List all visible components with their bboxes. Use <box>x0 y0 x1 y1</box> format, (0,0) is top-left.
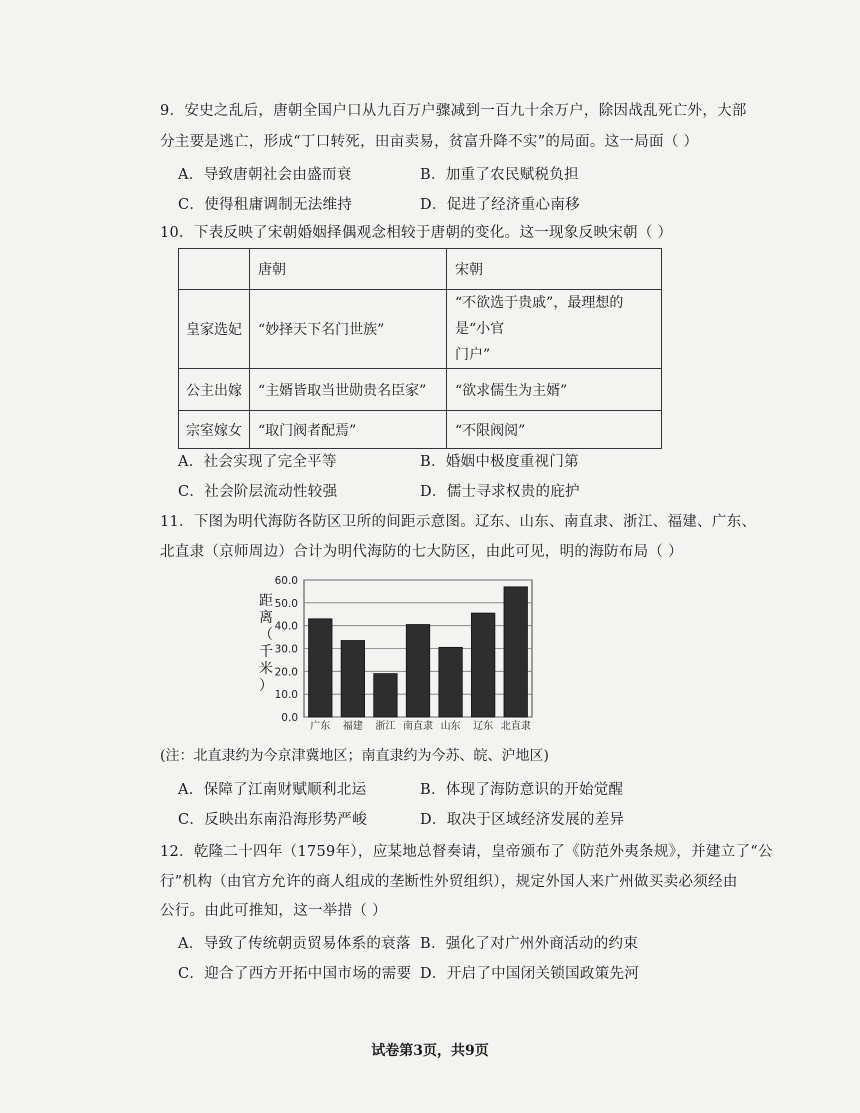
q11-stem-line2: 北直隶（京师周边）合计为明代海防的七大防区，由此可见，明的海防布局（ ） <box>160 544 683 560</box>
q9-stem-line1: 9．安史之乱后，唐朝全国户口从九百万户骤减到一百九十余万户，除因战乱死亡外，大部 <box>160 103 747 119</box>
q10-option-a[interactable]: A．社会实现了完全平等 <box>178 454 337 470</box>
q9-option-a[interactable]: A．导致唐朝社会由盛而衰 <box>178 167 352 183</box>
y-tick-label: 20.0 <box>274 666 298 679</box>
page-footer: 试卷第3页，共9页 <box>371 1043 489 1059</box>
row-label: 宗室嫁女 <box>179 411 250 449</box>
x-tick-label: 山东 <box>440 721 461 732</box>
y-tick-label: 0.0 <box>281 712 298 724</box>
song-cell: “不限阀阅” <box>447 411 662 449</box>
bar-南直隶 <box>406 625 429 717</box>
row-label: 皇家选妃 <box>179 290 250 369</box>
y-axis-label-char: 距 <box>259 593 273 609</box>
x-tick-label: 北直隶 <box>500 721 531 732</box>
table-header-empty <box>179 249 250 290</box>
bar-北直隶 <box>504 587 527 717</box>
q10-option-c[interactable]: C．社会阶层流动性较强 <box>178 484 338 500</box>
tang-cell: “主婿皆取当世勋贵名臣家” <box>250 369 447 411</box>
x-tick-label: 辽东 <box>473 721 494 732</box>
q9-option-c[interactable]: C．使得租庸调制无法维持 <box>178 197 353 213</box>
table-header-row <box>179 249 662 290</box>
q12-option-a[interactable]: A．导致了传统朝贡贸易体系的衰落 <box>178 936 411 952</box>
bar-山东 <box>439 647 462 717</box>
tang-cell: “妙择天下名门世族” <box>250 290 447 369</box>
x-tick-label: 浙江 <box>375 721 396 732</box>
bar-chart-svg <box>252 570 552 745</box>
q12-option-d[interactable]: D．开启了中国闭关锁国政策先河 <box>420 966 640 982</box>
table-row <box>179 290 662 369</box>
q12-option-c[interactable]: C．迎合了西方开拓中国市场的需要 <box>178 966 412 982</box>
q11-stem-line1: 11．下图为明代海防各防区卫所的间距示意图。辽东、山东、南直隶、浙江、福建、广东、 <box>160 514 757 530</box>
y-axis-label-char: ） <box>259 678 273 694</box>
x-tick-label: 南直隶 <box>403 721 433 732</box>
song-cell-line1: “不欲选于贵戚”，最理想的是“小官 <box>455 295 624 337</box>
tang-cell: “取门阀者配焉” <box>250 411 447 449</box>
y-axis-label-char: （ <box>259 627 273 643</box>
y-tick-label: 30.0 <box>274 643 298 656</box>
bar-辽东 <box>471 613 494 717</box>
q10-comparison-table <box>178 248 662 449</box>
q12-stem-line2: 行”机构（由官方允许的商人组成的垄断性外贸组织），规定外国人来广州做买卖必须经由 <box>160 874 738 890</box>
bar-浙江 <box>374 674 397 717</box>
bar-福建 <box>341 641 364 717</box>
y-tick-label: 50.0 <box>274 597 298 610</box>
table-header-tang: 唐朝 <box>250 249 447 290</box>
song-cell-line2: 门户” <box>455 347 491 363</box>
y-tick-label: 40.0 <box>274 620 298 633</box>
q12-option-b[interactable]: B．强化了对广州外商活动的约束 <box>420 936 639 952</box>
song-cell <box>447 290 662 369</box>
bar-广东 <box>309 619 332 717</box>
q11-option-d[interactable]: D．取决于区域经济发展的差异 <box>420 812 625 828</box>
q11-note: (注：北直隶约为今京津冀地区；南直隶约为今苏、皖、沪地区) <box>160 748 549 764</box>
q12-stem-line3: 公行。由此可推知，这一举措（ ） <box>160 903 387 919</box>
q10-option-b[interactable]: B．婚姻中极度重视门第 <box>420 454 579 470</box>
q9-option-b[interactable]: B．加重了农民赋税负担 <box>420 167 579 183</box>
table-row <box>179 411 662 449</box>
q9-option-d[interactable]: D．促进了经济重心南移 <box>420 197 580 213</box>
q12-stem-line1: 12．乾隆二十四年（1759年），应某地总督奏请，皇帝颁布了《防范外夷条规》，并建立了“公 <box>160 844 773 860</box>
y-axis-label-char: 千 <box>259 644 273 660</box>
row-label: 公主出嫁 <box>179 369 250 411</box>
x-tick-label: 广东 <box>310 721 331 732</box>
q11-option-b[interactable]: B．体现了海防意识的开始觉醒 <box>420 782 624 798</box>
song-cell: “欲求儒生为主婿” <box>447 369 662 411</box>
q10-option-d[interactable]: D．儒士寻求权贵的庇护 <box>420 484 580 500</box>
x-tick-label: 福建 <box>342 721 363 732</box>
q11-option-a[interactable]: A．保障了江南财赋顺利北运 <box>178 782 367 798</box>
table-header-song: 宋朝 <box>447 249 662 290</box>
q9-stem-line2: 分主要是逃亡，形成“丁口转死，田亩卖易，贫富升降不实”的局面。这一局面（ ） <box>160 134 699 150</box>
q10-stem: 10．下表反映了宋朝婚姻择偶观念相较于唐朝的变化。这一现象反映宋朝（ ） <box>160 225 673 241</box>
y-axis-label-char: 离 <box>259 610 273 626</box>
defense-distance-chart <box>252 570 552 745</box>
y-axis-label-char: 米 <box>259 661 273 677</box>
y-tick-label: 10.0 <box>274 689 298 702</box>
table-row <box>179 369 662 411</box>
q11-option-c[interactable]: C．反映出东南沿海形势严峻 <box>178 812 367 828</box>
y-tick-label: 60.0 <box>274 575 298 587</box>
